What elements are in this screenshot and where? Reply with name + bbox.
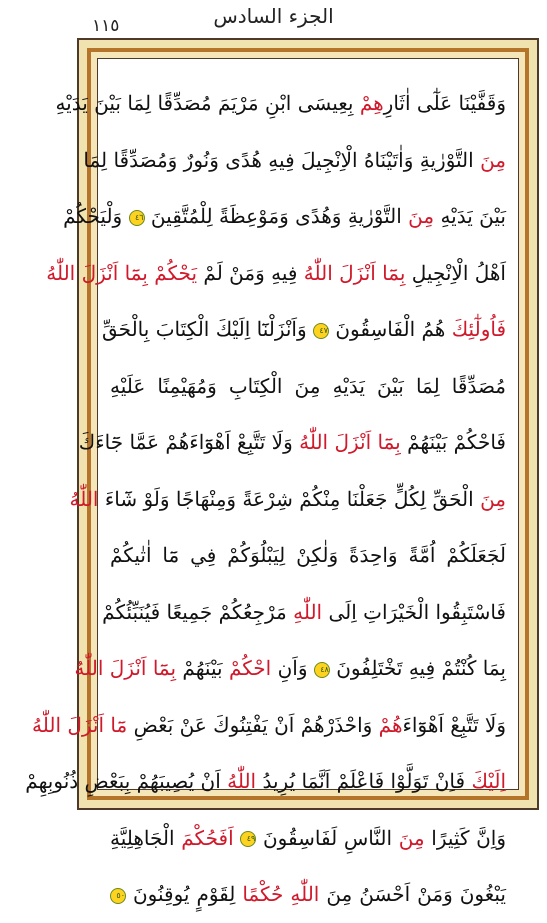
text-line (102, 584, 506, 641)
text-line (110, 866, 506, 923)
text-line (32, 697, 506, 754)
verse-text: وَلَا تَتَّبِعْ اَهْوَٓاءَ (402, 712, 506, 737)
ayah-number-marker: ٥٠ (110, 888, 126, 904)
page-frame (25, 38, 539, 906)
verse-text: اَهْلُ الْاِنْجِيلِ (405, 260, 506, 285)
juz-title: الجزء السادس (213, 4, 334, 28)
highlighted-word: فَاُولٰٓئِكَ (451, 317, 506, 341)
highlighted-word: احْكُمْ (228, 656, 272, 680)
text-line (69, 471, 506, 528)
highlighted-word: مَٓا اَنْزَلَ اللّٰهُ (32, 712, 128, 737)
highlighted-word: اللّٰهِ (293, 599, 323, 624)
text-line (78, 414, 506, 471)
page-header (0, 0, 547, 40)
highlighted-word: بِمَٓا اَنْزَلَ اللّٰهُ (303, 260, 406, 285)
highlighted-word: اَفَحُكْمَ (181, 825, 234, 850)
highlighted-word: مِنَ (398, 825, 425, 850)
ayah-number-marker: ٤٨ (314, 662, 330, 678)
verse-text: لَجَعَلَكُمْ اُمَّةً وَاحِدَةً وَلٰكِنْ لِيَبْلُوَكُمْ فِي مَٓا اٰتٰيكُمْ (110, 543, 506, 567)
text-line (83, 132, 506, 189)
text-line (25, 753, 506, 810)
verse-text: مُصَدِّقًا لِمَا بَيْنَ يَدَيْهِ مِنَ الْكِتَابِ وَمُهَيْمِنًا عَلَيْهِ (110, 373, 506, 398)
text-line (110, 810, 506, 867)
text-panel (25, 58, 519, 906)
verse-text-area (25, 75, 507, 906)
verse-text: اَنْ يُصِيبَهُمْ بِبَعْضِ ذُنُوبِهِمْ (25, 769, 228, 793)
highlighted-word: اللّٰهُ (69, 486, 99, 511)
text-line (74, 640, 506, 697)
highlighted-word: اِلَيْكَ (471, 769, 506, 793)
highlighted-word: هِمْ (359, 91, 384, 115)
text-line (102, 301, 506, 358)
verse-text: مَرْجِعُكُمْ جَمِيعًا فَيُنَبِّئُكُمْ (102, 599, 294, 624)
highlighted-word: اللّٰهُ (227, 769, 257, 793)
page-number: ١١٥ (92, 16, 120, 36)
verse-text: بِعِيسَى ابْنِ مَرْيَمَ مُصَدِّقًا لِمَا بَيْنَ يَدَيْهِ (55, 91, 360, 115)
verse-text: فَاحْكُمْ بَيْنَهُمْ (400, 430, 506, 454)
verse-text: يَبْغُونَ وَمَنْ اَحْسَنُ مِنَ (319, 882, 506, 906)
highlighted-word: مِنَ (480, 486, 506, 511)
verse-text: وَاَنْزَلْنَٓا اِلَيْكَ الْكِتَابَ بِالْحَقِّ (102, 317, 314, 341)
text-line (55, 75, 506, 132)
verse-text: بَيْنَ يَدَيْهِ (434, 204, 506, 228)
verse-text: التَّوْرٰيةِ وَاٰتَيْنَاهُ الْاِنْجِيلَ فِيهِ هُدًى وَنُورٌ وَمُصَدِّقًا لِمَا (83, 147, 481, 172)
highlighted-word: هُمْ (378, 712, 403, 737)
highlighted-word: مِنَ (408, 204, 435, 228)
text-line (110, 527, 506, 584)
verse-text: وَاَنِ (271, 656, 314, 680)
verse-text: وَقَفَّيْنَا عَلٰٓى اٰثَارِ (383, 91, 506, 115)
verse-text: وَلَا تَتَّبِعْ اَهْوَٓاءَهُمْ عَمَّا جَٓاءَكَ (78, 430, 300, 454)
verse-text: التَّوْرٰيةِ وَهُدًى وَمَوْعِظَةً لِلْمُتَّقِينَ (144, 204, 409, 228)
verse-text: فَاسْتَبِقُوا الْخَيْرَاتِ اِلَى (322, 599, 506, 624)
verse-text: هُمُ الْفَاسِقُونَ (329, 317, 452, 341)
verse-text: النَّاسِ لَفَاسِقُونَ (256, 825, 399, 850)
verse-text: بَيْنَهُمْ (176, 656, 229, 680)
verse-text: وَلْيَحْكُمْ (63, 204, 129, 228)
verse-text: فَاِنْ تَوَلَّوْا فَاعْلَمْ اَنَّمَا يُرِيدُ (256, 769, 472, 793)
verse-text: وَاِنَّ كَثِيرًا (424, 825, 507, 850)
verse-text (234, 826, 241, 850)
frame-border (25, 48, 529, 906)
ayah-number-marker: ٤٦ (129, 210, 145, 226)
verse-text: بِمَا كُنْتُمْ فِيهِ تَخْتَلِفُونَ (329, 656, 506, 680)
text-line (110, 358, 506, 415)
verse-text: فِيهِ وَمَنْ لَمْ (197, 260, 304, 285)
highlighted-word: مِنَ (480, 147, 506, 172)
verse-text: لِقَوْمٍ يُوقِنُونَ (126, 882, 243, 906)
verse-text: وَاحْذَرْهُمْ اَنْ يَفْتِنُوكَ عَنْ بَعْضِ (127, 712, 379, 737)
verse-text: الْحَقِّ لِكُلٍّ جَعَلْنَا مِنْكُمْ شِرْعَةً وَمِنْهَاجًا وَلَوْ شَٓاءَ (98, 486, 481, 511)
text-line (46, 245, 506, 302)
highlighted-word: اللّٰهِ حُكْمًا (242, 882, 320, 906)
text-line (63, 188, 506, 245)
ayah-number-marker: ٤٩ (240, 831, 256, 847)
highlighted-word: بِمَٓا اَنْزَلَ اللّٰهُ (299, 430, 401, 454)
ayah-number-marker: ٤٧ (313, 323, 329, 339)
highlighted-word: يَحْكُمْ بِمَٓا اَنْزَلَ اللّٰهُ (46, 260, 198, 285)
highlighted-word: بِمَٓا اَنْزَلَ اللّٰهُ (74, 656, 177, 680)
verse-text: الْجَاهِلِيَّةِ (110, 825, 182, 850)
